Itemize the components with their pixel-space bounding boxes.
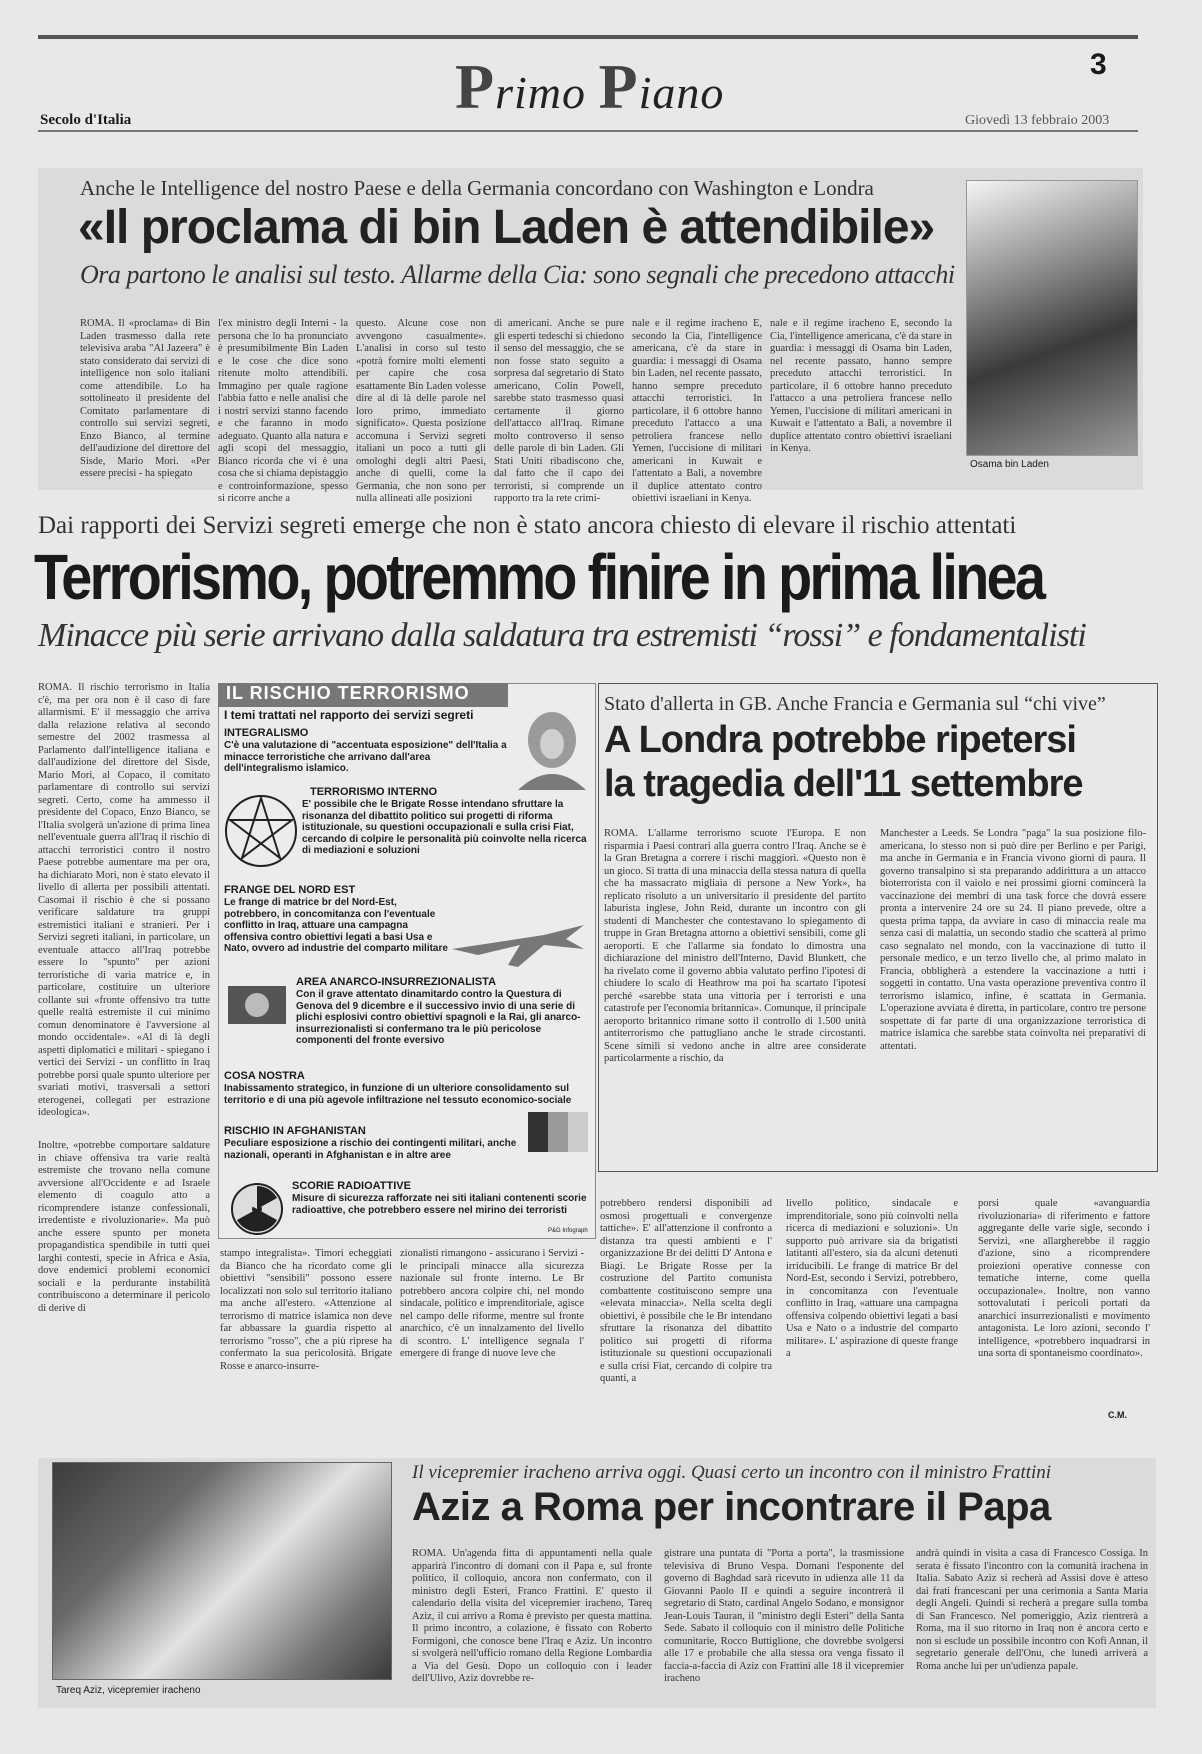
section-masthead: Primo Piano bbox=[455, 51, 725, 122]
infographic-heading: INTEGRALISMO bbox=[224, 727, 309, 739]
article-bin-laden-column: ROMA. Il «proclama» di Bin Laden trasmesso dalla rete televisiva araba "Al Jazeera" è stato considerato dai servizi di intelligence non solo italiani come attendibile. Lo ha sottolineato il presidente del Comitato parlamentare di controllo sui servizi segreti, Enzo Bianco, al termine dell'audizione del direttore del Sisde, Mario Mori. «Per essere precisi - ha spiegato bbox=[80, 318, 210, 479]
infographic-heading: AREA ANARCO-INSURREZIONALISTA bbox=[296, 976, 497, 988]
article-bin-laden-column: di americani. Anche se pure gli esperti tedeschi si chiedono il senso del messaggio, che se non fosse stato seguito a sorpresa dal segretario di Stato americano, Colin Powell, sarebbe stato trasmesso quasi certamente il giorno dell'attacco all'Iraq. Rimane molto controverso il senso delle parole di bin Laden. Gli Stati Uniti ribadiscono che, dal fatto che il capo dei terroristi, si comprende un rapporto tra la rete crimi- bbox=[494, 318, 624, 504]
header-rule bbox=[38, 130, 1138, 132]
article-terrorism-column: livello politico, sindacale e imprenditoriale, sono più coinvolti nella ricerca di mediazioni e soluzioni». Un supporto può arrivare sia da brigatisti latitanti all'estero, sia da alcuni detenuti irriducibili. Le frange di matrice Br del Nord-Est, secondo i Servizi, potrebbero, in concomitanza con l'eventuale conflitto in Iraq, «attuare una campagna offensiva colpendo obiettivi legati a basi Usa e Nato o a industrie del comparto militare». L' aspirazione di queste frange a bbox=[786, 1198, 958, 1359]
infographic-text: Con il grave attentato dinamitardo contro la Questura di Genova del 9 dicembre e il successivo invio di una serie di plichi esplosivi contro obiettivi spagnoli e la Rai, gli anarco-insurrezionalisti si confermano tra le più pericolose componenti del fronte eversivo bbox=[296, 989, 581, 1046]
infographic-heading: SCORIE RADIOATTIVE bbox=[292, 1180, 411, 1192]
article-bin-laden-column: nale e il regime iracheno E, secondo la Cia, l'intelligence americana, c'è da stare in guardia: i messaggi di Osama bin Laden, nel recente passato, hanno sempre preceduto attacchi terroristici. In particolare, il 6 ottobre hanno preceduto l'attacco a una petroliera francese nello Yemen, l'uccisione di militari americani in Kuwait e l'attentato a Bali, a novembre il duplice attentato contro obiettivi israeliani in Kenya. bbox=[770, 318, 952, 454]
article-aziz-column: gistrare una puntata di "Porta a porta", la trasmissione televisiva di Bruno Vespa. Domani l'esponente del governo di Baghdad sarà ricevuto in udienza alle 11 da Giovanni Paolo II e quindi a seguire incontrerà il segretario di Stato, cardinal Angelo Sodano, e monsignor Jean-Louis Tauran, il "ministro degli Esteri" della Santa Sede. Sabato il colloquio con il ministro delle Politiche comunitarie, Rocco Buttiglione, che dovrebbe svolgersi alle 17 e probabile che alla stessa ora venga fissato il faccia-a-faccia di Aziz con Frattini alle 18 il vicepremier iracheno bbox=[664, 1548, 904, 1684]
infographic-credit: P&G Infograph bbox=[548, 1228, 588, 1234]
article-bin-laden-subhead: Ora partono le analisi sul testo. Allarme della Cia: sono segnali che precedono attacchi bbox=[80, 260, 955, 289]
article-terrorism-headline: Terrorismo, potremmo finire in prima linea bbox=[34, 541, 1044, 613]
article-terrorism-column: potrebbero rendersi disponibili ad osmosi progettuali e convergenze tattiche». E' all'attenzione il confronto a distanza tra questi ambienti e l' organizzazione Br dei delitti D' Antona e Biagi. Le Brigate Rosse per la costruzione del Partito comunista combattente costituiscono sempre una «elevata minaccia». Nella scelta degli obiettivi, è possibile che le Br intendano sfruttare la risonanza del dibattito politico sui progetti di riforma istituzionale su questioni occupazionali e sulla crisi Fiat, cercando di colpire tra quanti, a bbox=[600, 1198, 772, 1384]
infographic-text: Inabissamento strategico, in funzione di un ulteriore consolidamento sul territorio e di una più agevole infiltrazione nel tessuto economico-sociale bbox=[224, 1083, 572, 1106]
article-london-column: ROMA. L'allarme terrorismo scuote l'Europa. E non risparmia i Paesi contrari alla guerra contro l'Iraq. Anche se è la Gran Bretagna a correre i rischi maggiori. «Questo non è un gioco. Si tratta di una minaccia della stessa natura di quella che ha massacrato migliaia di persone a New York», ha replicato risoluto a un universitario il presidente del partito laburista inglese, John Reid, durante un incontro con gli studenti di Manchester che contestavano lo spiegamento di truppe in Gran Bretagna attorno a obiettivi sensibili, come gli aeroporti. E che l'allarme sia fondato lo dimostra una dichiarazione del ministro dell'Interno, David Blunkett, che ha rivelato come il governo abbia valutato perfino l'ipotesi di chiudere lo scalo di Heathrow ma poi ha scartato l'ipotesi perché «sarebbe stata una vittoria per i terroristi e una catastrofe per l'economia britannica». Comunque, il principale aeroporto britannico rimane sotto il controllo di 1.500 unità antiterrorismo che pattugliano anche le strade circostanti. Scene simili si vedono anche in altre aree considerate particolarmente a rischio, da bbox=[604, 828, 866, 1064]
article-terrorism-column: Inoltre, «potrebbe comportare saldature in chiave offensiva tra varie realtà estremiste che trovano nella comune avversione all'Occidente e ad Israele elemento di coagulo atto a ricomprendere istanze confessionali, irredentiste e rivoluzionarie». Ma può anche essere spunto per moneta propagandistica spendibile in tutti quei larghi contesti, specie in Africa e Asia, dove endemici problemi economici sociali e la perdurante instabilità contribuiscono a determinare il pericolo di derive di bbox=[38, 1140, 210, 1314]
infographic-text: Le frange di matrice br del Nord-Est, potrebbero, in concomitanza con l'eventuale conflitto in Iraq, attuare una campagna offensiva contro obiettivi legati a basi Usa e Nato, ovvero ad industrie del comparto militare bbox=[224, 897, 448, 954]
infographic-subtitle: I temi trattati nel rapporto dei servizi segreti bbox=[224, 708, 474, 722]
bin-laden-photo-caption: Osama bin Laden bbox=[970, 459, 1049, 470]
article-london-headline: A Londra potrebbe ripetersi la tragedia dell'11 settembre bbox=[604, 719, 1083, 805]
article-bin-laden-column: questo. Alcune cose non avvengono casualmente». L'analisi in corso sul testo «potrà fornire molti elementi per capire che cosa esattamente Bin Laden volesse dire al di là delle parole nel loro primo, immediato significato». Questa posizione accomuna i Servizi segreti italiani un poco a tutti gli omologhi degli altri Paesi, anche di quelli, come la Germania, che non sono per nulla allineati alle posizioni bbox=[356, 318, 486, 504]
fighter-jet-icon bbox=[448, 905, 588, 975]
top-rule bbox=[38, 35, 1138, 39]
afghanistan-flag-icon bbox=[528, 1112, 588, 1152]
keffiyeh-figure-icon bbox=[512, 706, 592, 790]
article-london-kicker: Stato d'allerta in GB. Anche Francia e Germania sul “chi vive” bbox=[604, 693, 1106, 715]
article-bin-laden-headline: «Il proclama di bin Laden è attendibile» bbox=[78, 201, 935, 254]
aziz-photo bbox=[52, 1462, 392, 1680]
article-aziz-column: ROMA. Un'agenda fitta di appuntamenti nella quale apparirà l'incontro di domani con il Papa e, sul fronte politico, il colloquio, ancora non confermato, con il ministro degli Esteri, Franco Frattini. E' questo il calendario della visita del vicepremier iracheno, Tareq Aziz, il cui arrivo a Roma è previsto per questa mattina. Il primo incontro, a colazione, è fissato con Roberto Formigoni, che conosce bene l'Iraq e Aziz. Un incontro si svolgerà nell'ufficio romano della Regione Lombardia a Via del Gesù. Dopo un colloquio con i leader dell'Ulivo, Aziz dovrebbe re- bbox=[412, 1548, 652, 1684]
article-london-column: Manchester a Leeds. Se Londra "paga" la sua posizione filo-americana, lo stesso non si può dire per Berlino e per Parigi, ma anche in Germania e in Francia vivono giorni di paura. Il governo transalpino si sta preparando addirittura a un attacco bioterrorista con il vaiolo e nei prossimi giorni comincerà la vaccinazione dei membri di una task force che dovrà essere pronta a intervenire 24 ore su 24. Il piano prevede, oltre a questa prima tappa, da avviare in caso di minaccia reale ma senza casi di malattia, un secondo stadio che scatterà al primo caso segnalato nel mondo, con la vaccinazione di tutto il personale medico, e un terzo livello che, al primo malato in Francia, obbligherà a estendere la vaccinazione a tutti i soggetti in contatto. Una vasta operazione preventiva contro il terrorismo islamico, infine, è scattata in Germania. L'operazione avviata è diretta, in particolare, contro tre persone sospettate di far parte di una organizzazione terroristica di matrice islamica che sarebbe stata coinvolta nei preparativi di attentati. bbox=[880, 828, 1147, 1052]
infographic-heading: RISCHIO IN AFGHANISTAN bbox=[224, 1125, 366, 1137]
article-terrorism-column: stampo integralista». Timori echeggiati da Bianco che ha ricordato come gli obiettivi "sensibili" possono essere localizzati non solo sul territorio italiano ma anche all'estero. «Attenzione al terrorismo di matrice islamica non deve far abbassare la guardia rispetto al terrorismo "rosso", che a più riprese ha confermato la sua pericolosità. Brigate Rosse e anarco-insurre- bbox=[220, 1248, 392, 1372]
infographic-title: IL RISCHIO TERRORISMO bbox=[218, 683, 508, 707]
bin-laden-photo bbox=[966, 180, 1138, 456]
issue-date: Giovedì 13 febbraio 2003 bbox=[965, 113, 1110, 128]
aziz-photo-caption: Tareq Aziz, vicepremier iracheno bbox=[56, 1685, 201, 1696]
pentagram-icon bbox=[222, 792, 300, 870]
article-aziz-kicker: Il vicepremier iracheno arriva oggi. Quasi certo un incontro con il ministro Frattini bbox=[412, 1462, 1052, 1483]
infographic-heading: FRANGE DEL NORD EST bbox=[224, 884, 356, 896]
newspaper-name: Secolo d'Italia bbox=[40, 112, 132, 128]
infographic-text: C'è una valutazione di "accentuata esposizione" dell'Italia a minacce terroristiche che arrivano dall'area dell'integralismo islamico. bbox=[224, 740, 507, 774]
article-terrorism-column: zionalisti rimangono - assicurano i Servizi - le principali minacce alla sicurezza nazionale sul fronte interno. Le Br potrebbero ancora colpire chi, nel mondo sindacale, politico e imprenditoriale, agisce nel campo delle riforme, mentre sul fronte anarchico, c'è un innalzamento del livello di scontro. L' intelligence segnala l' emergere di frange di nuove leve che bbox=[400, 1248, 584, 1359]
bomb-device-icon bbox=[224, 978, 290, 1028]
article-terrorism-kicker: Dai rapporti dei Servizi segreti emerge che non è stato ancora chiesto di elevare il rischio attentati bbox=[38, 512, 1017, 539]
article-terrorism-column: ROMA. Il rischio terrorismo in Italia c'è, ma per ora non è il caso di fare allarmismi. E' il messaggio che arriva dalla relazione relativa al secondo semestre del 2002 trasmessa al Parlamento dall'intelligence italiana e dall'audizione del direttore del Sisde, Mario Mori, al Copaco, il comitato parlamentare di controllo sui servizi segreti. Certo, come ha ammesso il presidente del Copaco, Enzo Bianco, se l'Italia svolgerà un'azione di prima linea nell'eventuale guerra all'Iraq il rischio di attacchi terroristici contro il nostro Paese potrebbe aumentare ma per ora, ha dichiarato Mori, non è stato elevato il livello di allerta per possibili attentati. Casomai il rischio è che si possano verificare saldature tra gruppi estremistici italiani e stranieri. Per i Servizi segreti italiani, in particolare, un eventuale attacco all'Iraq potrebbe essere lo "spunto" per azioni terroristiche di varia matrice e, in particolare, costituire un ulteriore collante sui «fronte offensivo tra tutte quelle realtà estremiste il cui minimo comun denominatore è l'avversione al mondo occidentale». «Al di là degli aspetti diplomatici e militari - spiegano i vertici dei Servizi - un conflitto in Iraq potrebbe porsi quale spunto ulteriore per svariati motivi, trasversali a settori eterogenei, collegati per estrazione ideologica». bbox=[38, 682, 210, 1118]
infographic-text: Peculiare esposizione a rischio dei contingenti militari, anche nazionali, operanti in Afghanistan e in altre aree bbox=[224, 1138, 517, 1161]
article-bin-laden-column: nale e il regime iracheno E, secondo la Cia, l'intelligence americana, c'è da stare in guardia: i messaggi di Osama bin Laden, nel recente passato, hanno sempre preceduto attacchi terroristici. In particolare, il 6 ottobre hanno preceduto l'attacco a una petroliera francese nello Yemen, l'uccisione di militari americani in Kuwait e l'attentato a Bali, a novembre il duplice attentato contro obiettivi israeliani in Kenya. bbox=[632, 318, 762, 504]
article-terrorism-column: porsi quale «avanguardia rivoluzionaria» di riferimento e fattore aggregante delle varie sigle, secondo i Servizi, «ne allargherebbe il raggio d'azione, sino a ricomprendere proiezioni operative connesse con tematiche interne, come quella occupazionale». Inoltre, non vanno sottovalutati i pericoli portati da anarchici insurrezionalisti e movimento antagonista. Le loro azioni, secondo l' intelligence, «potrebbero inquadrarsi in una sorta di spontaneismo coordinato». bbox=[978, 1198, 1150, 1359]
article-terrorism-subhead: Minacce più serie arrivano dalla saldatura tra estremisti “rossi” e fondamentalisti bbox=[38, 617, 1086, 654]
article-bin-laden-column: l'ex ministro degli Interni - la persona che lo ha pronunciato è presumibilmente Bin Laden e le cose che dice sono ritenute molto attendibili. Immagino per quale ragione l'abbia fatto e nelle analisi che i nostri servizi stanno facendo e che faranno in modo adeguato. Quanto alla natura e agli scopi del messaggio, Bianco ricorda che vi è una cosa che si chiama depistaggio e controinformazione, spesso si ricorre anche a bbox=[218, 318, 348, 504]
article-bin-laden-kicker: Anche le Intelligence del nostro Paese e della Germania concordano con Washington e Londra bbox=[80, 176, 874, 200]
radiation-icon bbox=[230, 1182, 284, 1236]
infographic-heading: TERRORISMO INTERNO bbox=[310, 786, 438, 798]
article-aziz-headline: Aziz a Roma per incontrare il Papa bbox=[412, 1485, 1051, 1529]
article-aziz-column: andrà quindi in visita a casa di Francesco Cossiga. In serata è fissato l'incontro con la comunità irachena in Italia. Sabato Aziz si recherà ad Assisi dove è atteso dai frati francescani per una cerimonia a Santa Maria degli Angeli. Quindi si recherà a pregare sulla tomba di San Francesco. Nel pomeriggio, Aziz rientrerà a Roma, ma il suo ritorno in Iraq non è ancora certo e non si esclude un possibile incontro con Kofi Annan, il segretario generale dell'Onu, che lunedì arriverà a Roma anche lui per un'udienza papale. bbox=[916, 1548, 1148, 1672]
infographic-text: Misure di sicurezza rafforzate nei siti italiani contenenti scorie radioattive, che potrebbero essere nel mirino dei terroristi bbox=[292, 1193, 587, 1216]
infographic-heading: COSA NOSTRA bbox=[224, 1070, 305, 1082]
infographic-text: E' possibile che le Brigate Rosse intendano sfruttare la risonanza del dibattito politico sui progetti di riforma istituzionale, su questioni occupazionali e sulla crisi Fiat, cercando di colpire le personalità più coinvolte nella ricerca di mediazioni e soluzioni bbox=[302, 799, 587, 856]
author-signature: C.M. bbox=[1108, 1410, 1127, 1420]
page-number: 3 bbox=[1090, 48, 1107, 81]
